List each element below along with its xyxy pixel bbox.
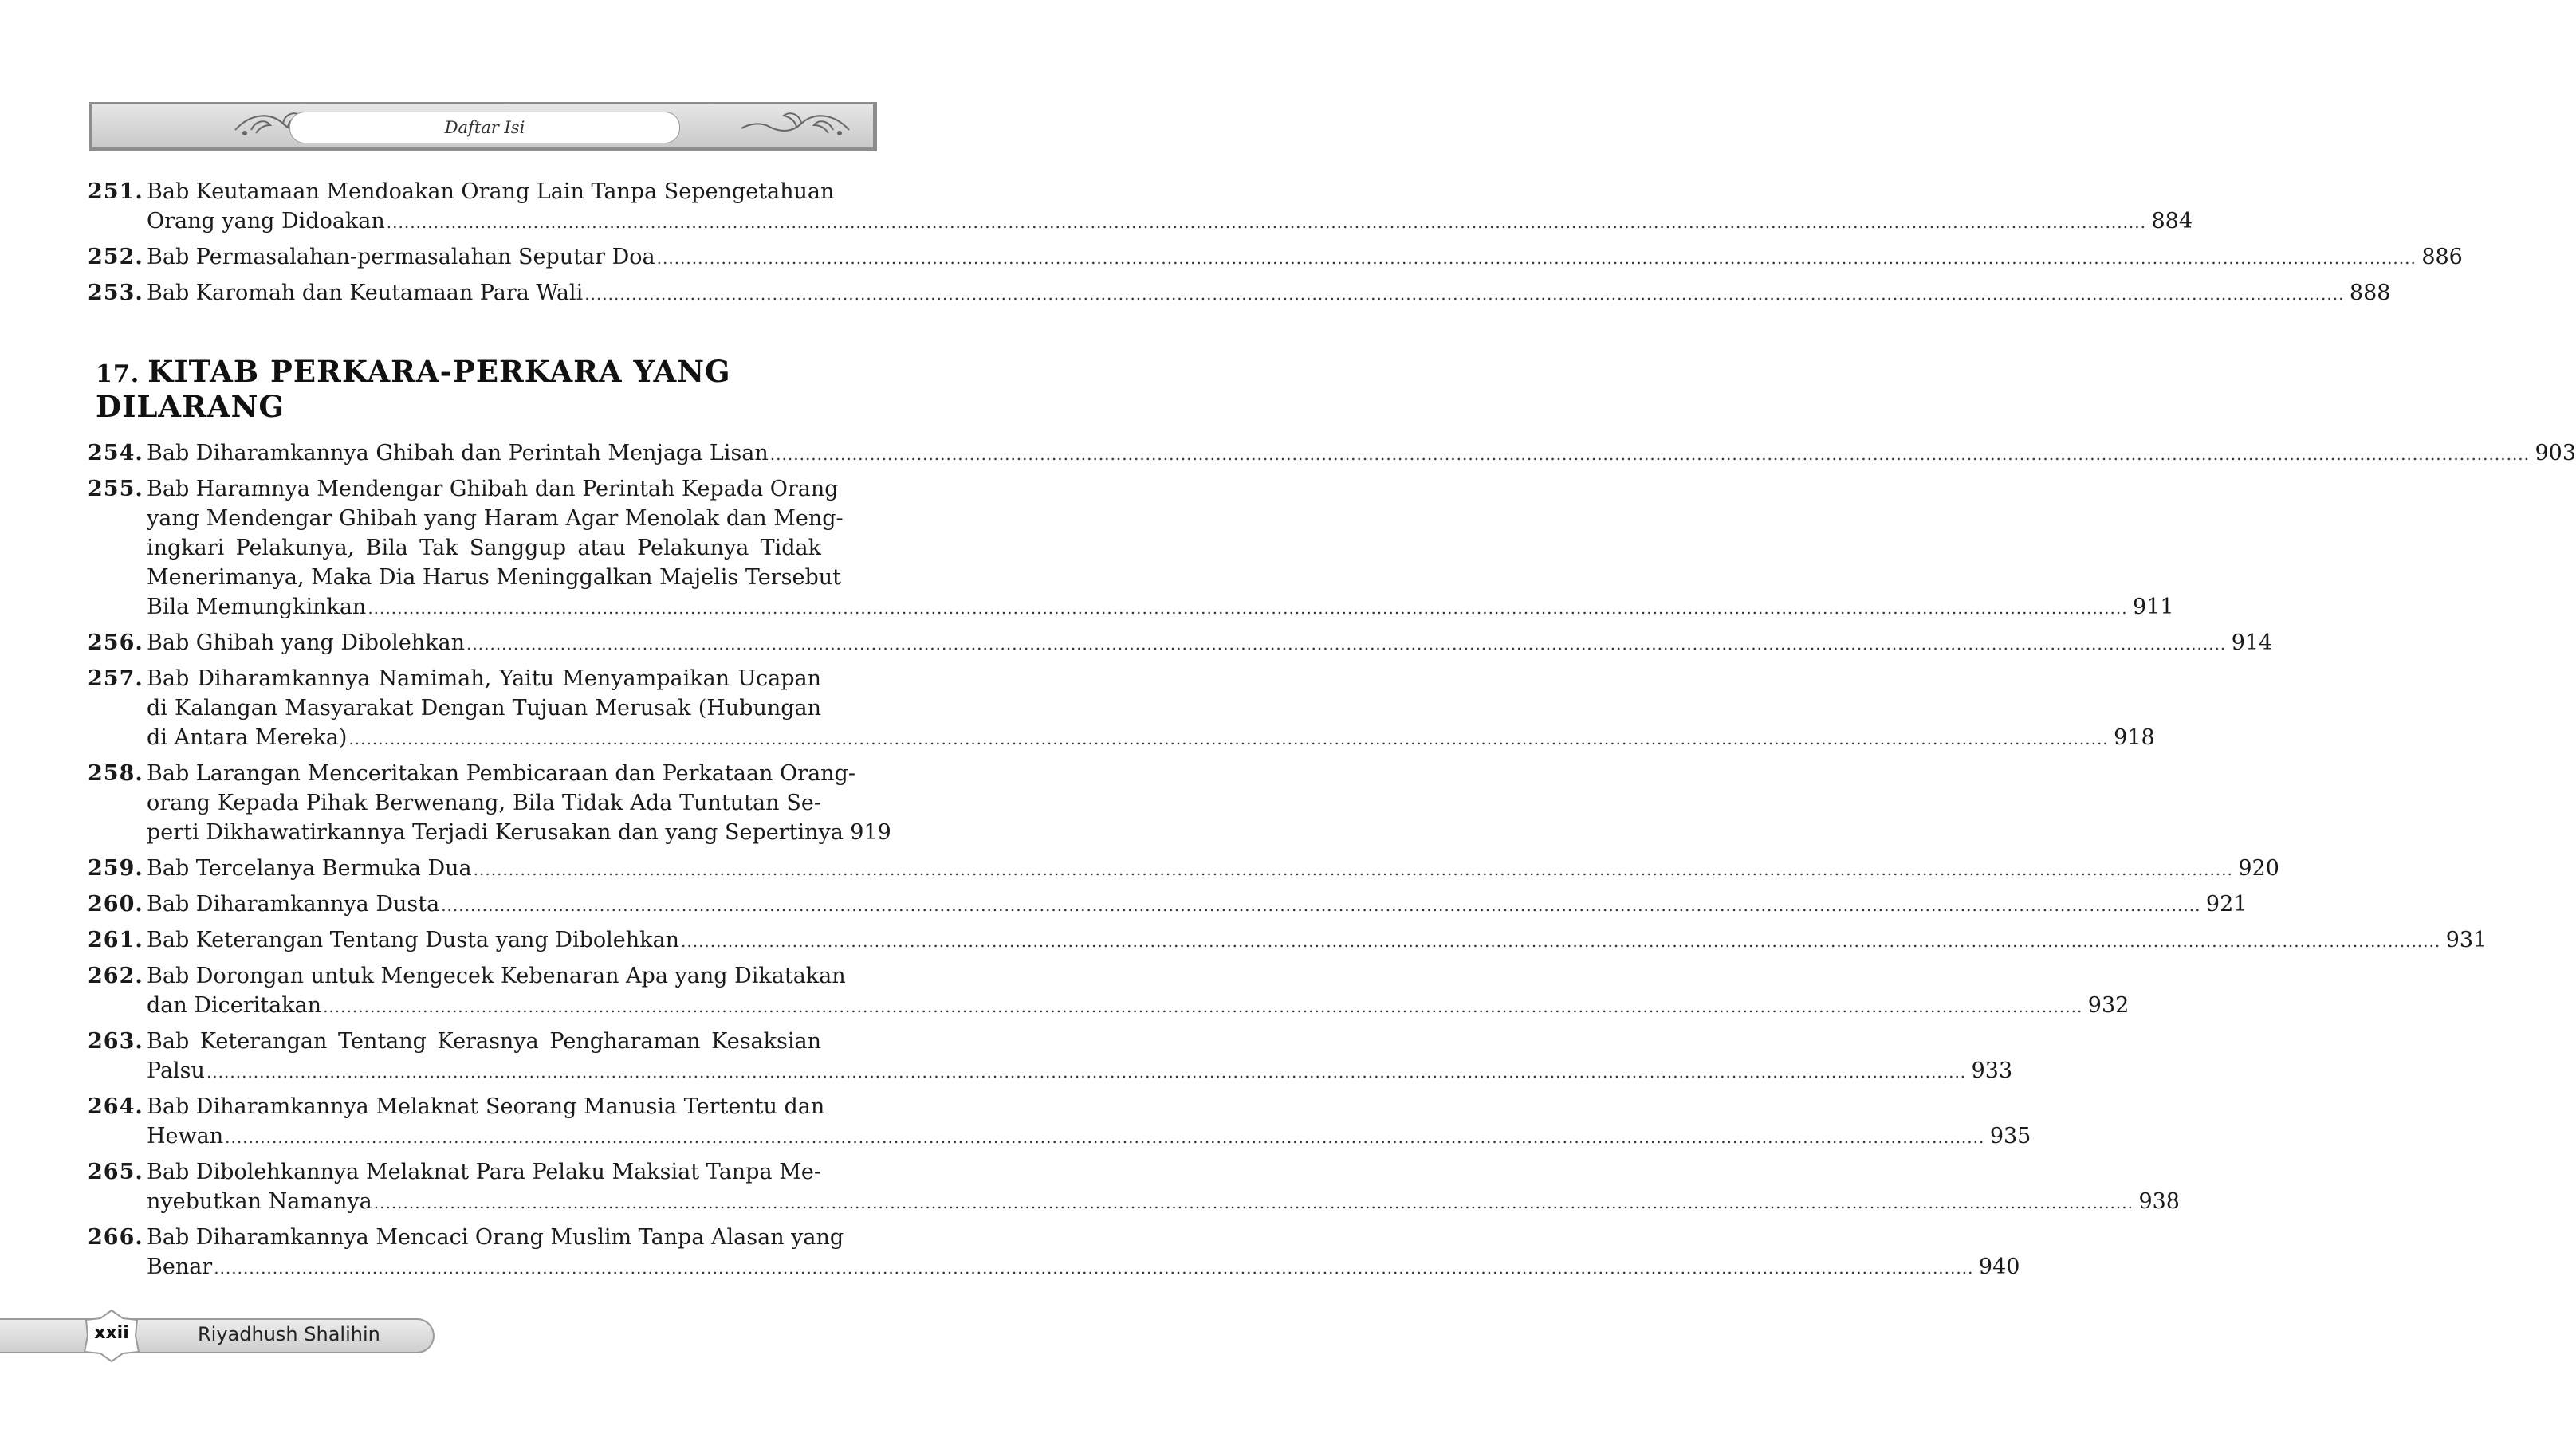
entry-number: 262. — [88, 964, 144, 988]
entry-last-line — [147, 628, 2273, 659]
entry-page-number: 933 — [1971, 1058, 2013, 1083]
toc-entry — [88, 438, 2576, 469]
entry-last-line — [147, 242, 2463, 273]
entry-last-line — [147, 925, 2488, 956]
entry-number: 252. — [88, 245, 144, 269]
entry-page-number: 931 — [2445, 928, 2488, 952]
chapter-title: KITAB PERKARA-PERKARA YANG DILARANG — [96, 354, 731, 424]
entry-title-line: nyebutkan Namanya — [147, 1189, 372, 1214]
entry-page-number: 888 — [2349, 281, 2391, 305]
entry-number: 264. — [88, 1094, 144, 1119]
toc-entry — [88, 889, 2248, 921]
entry-last-line — [147, 1187, 2180, 1218]
entry-last-line — [147, 278, 2391, 309]
entry-last-line — [147, 818, 891, 849]
entry-title-line: Palsu — [147, 1058, 205, 1083]
entry-number: 257. — [88, 666, 144, 691]
entry-title-line: Bab Dorongan untuk Mengecek Kebenaran Apa yang Dikatakan — [147, 964, 846, 988]
entry-number: 259. — [88, 856, 144, 881]
entry-page-number: 911 — [2133, 595, 2174, 619]
entry-number: 255. — [88, 477, 144, 501]
toc-entry — [88, 628, 2273, 659]
entry-title-line: Bab Diharamkannya Mencaci Orang Muslim Tanpa Alasan yang — [147, 1225, 844, 1250]
toc-entry — [88, 1092, 2031, 1153]
entry-title-line: Bab Diharamkannya Dusta — [147, 892, 440, 917]
entry-title-line: Bab Permasalahan-permasalahan Seputar Doa — [147, 245, 655, 269]
toc-entry — [88, 177, 2193, 238]
entry-last-line — [147, 991, 2130, 1022]
dot-leader: ............................................................................................................................................................................................................................................................................................................ — [769, 445, 2531, 464]
toc-group-top — [88, 177, 2463, 309]
dot-leader: ............................................................................................................................................................................................................................................................................................................ — [348, 729, 2109, 748]
entry-number: 261. — [88, 928, 144, 952]
dot-leader: ............................................................................................................................................................................................................................................................................................................ — [466, 634, 2227, 654]
toc-entry — [88, 474, 2174, 623]
entry-title-line: Bab Diharamkannya Namimah, Yaitu Menyampaikan Ucapan — [147, 666, 821, 691]
entry-page-number: 884 — [2151, 209, 2193, 234]
toc-group-main — [88, 438, 2576, 1283]
entry-number: 258. — [88, 761, 144, 786]
entry-title-line: di Kalangan Masyarakat Dengan Tujuan Merusak (Hubungan — [147, 696, 821, 721]
entry-last-line — [147, 723, 2155, 754]
toc-entry — [88, 1027, 2013, 1087]
entry-page-number: 903 — [2535, 441, 2576, 465]
entry-title-line: Bab Keterangan Tentang Dusta yang Dibolehkan — [147, 928, 679, 952]
floral-ornament-icon — [737, 106, 857, 147]
book-title: Riyadhush Shalihin — [198, 1323, 380, 1345]
entry-title-line: Benar — [147, 1255, 213, 1279]
dot-leader: ............................................................................................................................................................................................................................................................................................................ — [368, 599, 2128, 618]
entry-title-line: Bab Tercelanya Bermuka Dua — [147, 856, 472, 881]
dot-leader: ............................................................................................................................................................................................................................................................................................................ — [214, 1259, 1974, 1278]
toc-entry — [88, 278, 2391, 309]
entry-page-number: 921 — [2205, 892, 2248, 917]
dot-leader: ............................................................................................................................................................................................................................................................................................................ — [386, 213, 2147, 232]
entry-title-line: Bab Haramnya Mendengar Ghibah dan Perintah Kepada Orang — [147, 477, 839, 501]
entry-page-number: 914 — [2231, 630, 2273, 655]
toc-entry — [88, 961, 2130, 1022]
entry-page-number: 935 — [1989, 1124, 2031, 1149]
toc-entry — [88, 854, 2279, 885]
entry-title-line: Bab Larangan Menceritakan Pembicaraan dan Perkataan Orang- — [147, 761, 855, 786]
running-header — [89, 102, 877, 151]
entry-last-line — [147, 206, 2193, 238]
entry-title-line: di Antara Mereka) — [147, 725, 348, 750]
dot-leader: ............................................................................................................................................................................................................................................................................................................ — [441, 896, 2201, 915]
entry-number: 265. — [88, 1160, 144, 1184]
entry-title-line: ingkari Pelakunya, Bila Tak Sanggup atau Pelakunya Tidak — [147, 536, 821, 560]
entry-last-line — [147, 1121, 2031, 1153]
dot-leader: ............................................................................................................................................................................................................................................................................................................ — [656, 249, 2417, 268]
dot-leader: ............................................................................................................................................................................................................................................................................................................ — [206, 1062, 1967, 1082]
entry-last-line — [147, 1056, 2013, 1087]
dot-leader: ............................................................................................................................................................................................................................................................................................................ — [323, 997, 2083, 1016]
toc-entry — [88, 664, 2155, 754]
entry-title-line: Bab Diharamkannya Ghibah dan Perintah Menjaga Lisan — [147, 441, 769, 465]
entry-page-number: 938 — [2138, 1189, 2180, 1214]
entry-page-number: 918 — [2114, 725, 2155, 750]
toc-entry — [88, 925, 2488, 956]
dot-leader: ............................................................................................................................................................................................................................................................................................................ — [225, 1128, 1985, 1147]
entry-number: 256. — [88, 630, 144, 655]
entry-title-line: Bab Karomah dan Keutamaan Para Wali — [147, 281, 584, 305]
dot-leader: ............................................................................................................................................................................................................................................................................................................ — [473, 860, 2233, 879]
entry-title-line: Hewan — [147, 1124, 224, 1149]
entry-title-line: Bab Diharamkannya Melaknat Seorang Manusia Tertentu dan — [147, 1094, 825, 1119]
entry-number: 254. — [88, 441, 144, 465]
entry-number: 260. — [88, 892, 144, 917]
entry-title-line: orang Kepada Pihak Berwenang, Bila Tidak Ada Tuntutan Se- — [147, 791, 821, 815]
entry-title-line: Menerimanya, Maka Dia Harus Meninggalkan Majelis Tersebut — [147, 565, 841, 590]
toc-entry — [88, 1223, 2020, 1283]
toc-entry — [88, 242, 2463, 273]
page-number: xxii — [94, 1323, 129, 1343]
entry-title-line: dan Diceritakan — [147, 993, 322, 1018]
entry-title-line: Bab Dibolehkannya Melaknat Para Pelaku Maksiat Tanpa Me- — [147, 1160, 821, 1184]
entry-title-line: Bila Memungkinkan — [147, 595, 367, 619]
entry-last-line — [147, 889, 2248, 921]
entry-title-line: Bab Ghibah yang Dibolehkan — [147, 630, 466, 655]
header-title-pill — [289, 112, 680, 143]
entry-number: 253. — [88, 281, 144, 305]
chapter-heading — [88, 354, 881, 424]
chapter-number: 17. — [96, 360, 140, 388]
entry-page-number: 932 — [2087, 993, 2130, 1018]
entry-last-line — [147, 1252, 2020, 1283]
table-of-contents — [88, 177, 2576, 1283]
entry-page-number: 886 — [2421, 245, 2463, 269]
entry-number: 263. — [88, 1029, 144, 1054]
entry-title-line: Orang yang Didoakan — [147, 209, 385, 234]
entry-last-line — [147, 438, 2576, 469]
entry-number: 251. — [88, 179, 144, 204]
entry-number: 266. — [88, 1225, 144, 1250]
entry-last-line — [147, 854, 2279, 885]
dot-leader: ............................................................................................................................................................................................................................................................................................................ — [584, 285, 2345, 304]
entry-page-number: 920 — [2238, 856, 2279, 881]
dot-leader: ............................................................................................................................................................................................................................................................................................................ — [373, 1193, 2134, 1212]
header-title: Daftar Isi — [444, 118, 525, 137]
toc-entry — [88, 1157, 2180, 1218]
entry-title-line: Bab Keterangan Tentang Kerasnya Pengharaman Kesaksian — [147, 1029, 821, 1054]
entry-title-line: perti Dikhawatirkannya Terjadi Kerusakan dan yang Sepertinya — [147, 820, 844, 845]
entry-title-line: yang Mendengar Ghibah yang Haram Agar Menolak dan Meng- — [147, 506, 844, 531]
entry-page-number: 919 — [850, 820, 891, 845]
toc-entry — [88, 759, 891, 849]
entry-title-line: Bab Keutamaan Mendoakan Orang Lain Tanpa Sepengetahuan — [147, 179, 835, 204]
entry-last-line — [147, 592, 2174, 623]
dot-leader: ............................................................................................................................................................................................................................................................................................................ — [681, 932, 2441, 951]
entry-page-number: 940 — [1978, 1255, 2020, 1279]
